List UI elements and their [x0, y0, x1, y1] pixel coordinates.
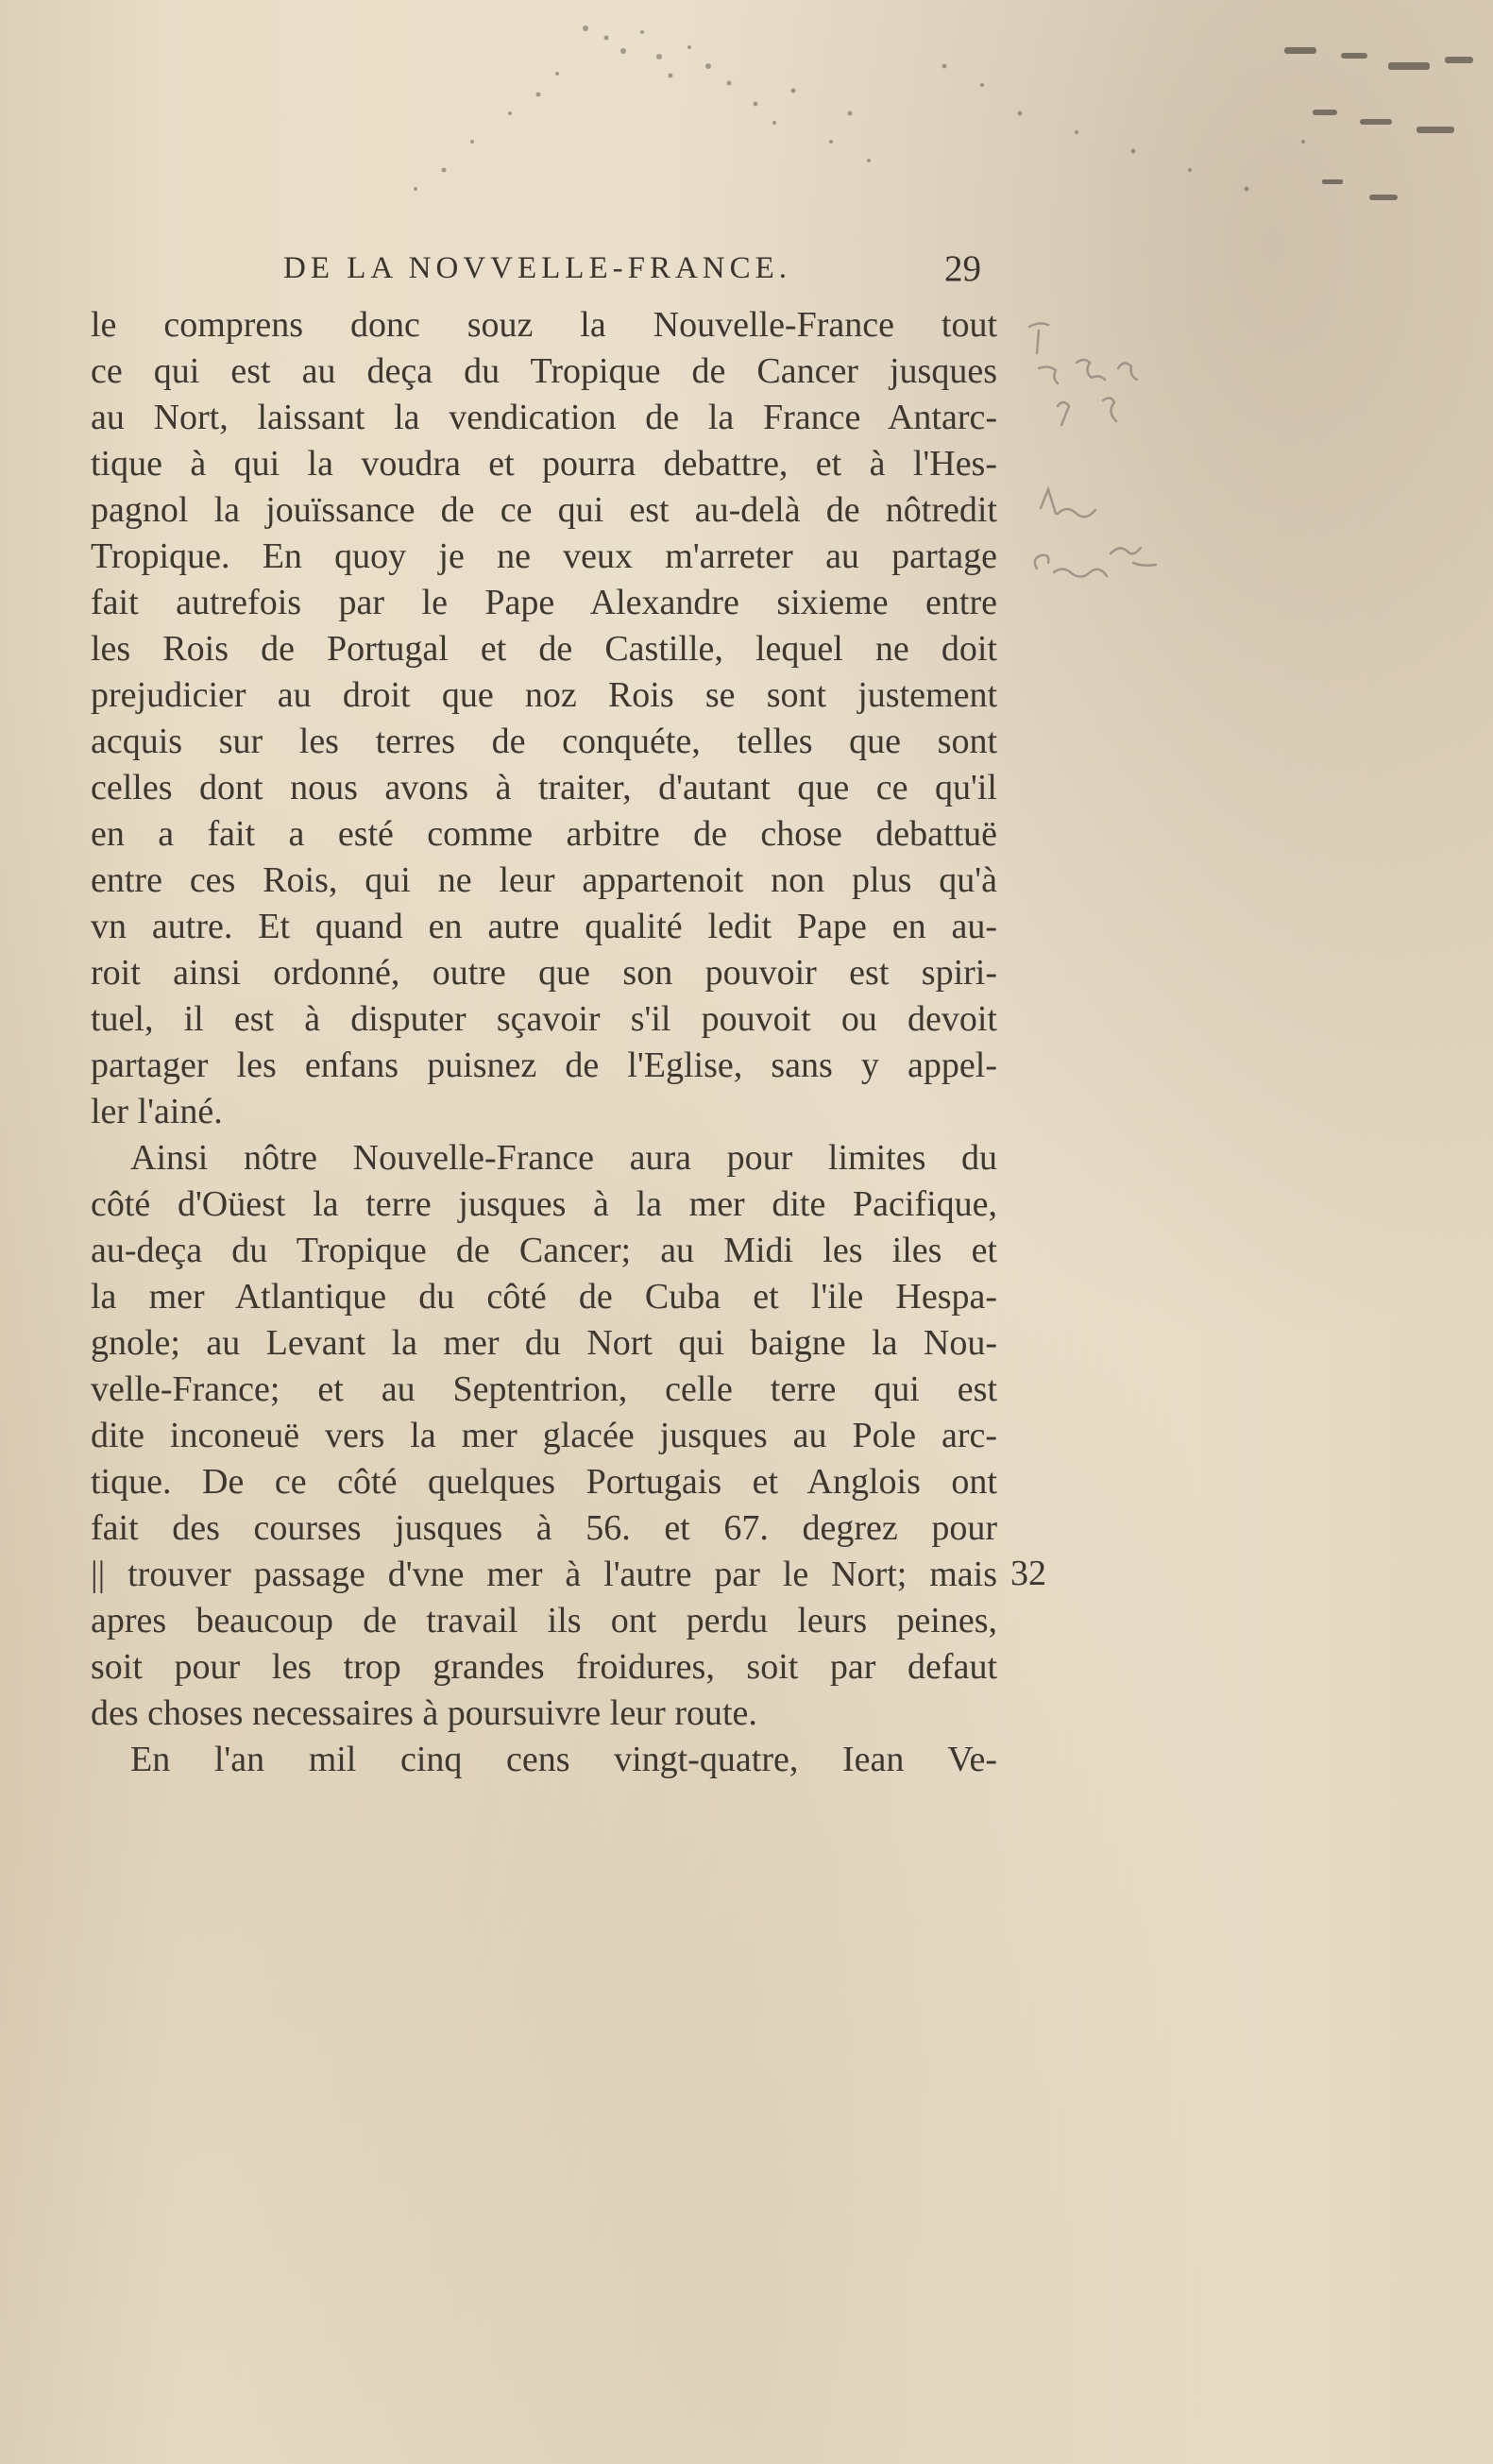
text-line: roit ainsi ordonné, outre que son pouvoir est spiri- — [91, 953, 997, 993]
body-text — [91, 302, 997, 1783]
text-line: En l'an mil cinq cens vingt-quatre, Iean Ve- — [130, 1740, 997, 1779]
text-line: le comprens donc souz la Nouvelle-France tout — [91, 305, 997, 345]
text-line: || trouver passage d'vne mer à l'autre par le Nort; mais — [91, 1555, 997, 1594]
text-line: fait des courses jusques à 56. et 67. degrez pour — [91, 1508, 997, 1548]
text-line: tique. De ce côté quelques Portugais et Anglois ont — [91, 1462, 997, 1502]
running-header — [91, 244, 997, 300]
text-line: Tropique. En quoy je ne veux m'arreter au partage — [91, 536, 997, 576]
bleed-through-specks — [359, 9, 1492, 217]
text-line: fait autrefois par le Pape Alexandre sixieme entre — [91, 583, 997, 622]
text-line: tique à qui la voudra et pourra debattre, et à l'Hes- — [91, 444, 997, 484]
running-title: DE LA NOVVELLE-FRANCE. — [283, 251, 792, 285]
text-line: ler l'ainé. — [91, 1092, 223, 1131]
text-line: les Rois de Portugal et de Castille, lequel ne doit — [91, 629, 997, 669]
text-line: prejudicier au droit que noz Rois se sont justement — [91, 675, 997, 715]
text-line: Ainsi nôtre Nouvelle-France aura pour limites du — [130, 1138, 997, 1178]
text-line: des choses necessaires à poursuivre leur route. — [91, 1693, 757, 1733]
text-line: vn autre. Et quand en autre qualité ledit Pape en au- — [91, 907, 997, 946]
text-line: velle-France; et au Septentrion, celle terre qui est — [91, 1369, 997, 1409]
text-line: gnole; au Levant la mer du Nort qui baigne la Nou- — [91, 1323, 997, 1363]
text-line: au-deça du Tropique de Cancer; au Midi les iles et — [91, 1231, 997, 1270]
text-line: apres beaucoup de travail ils ont perdu leurs peines, — [91, 1601, 997, 1640]
text-line: entre ces Rois, qui ne leur appartenoit non plus qu'à — [91, 860, 997, 900]
text-line: soit pour les trop grandes froidures, soit par defaut — [91, 1647, 997, 1687]
page-number: 29 — [944, 248, 981, 289]
text-line: acquis sur les terres de conquéte, telles que sont — [91, 722, 997, 761]
text-line: tuel, il est à disputer sçavoir s'il pouvoit ou devoit — [91, 999, 997, 1039]
pencil-marginalia — [1020, 302, 1228, 604]
text-line: dite inconeuë vers la mer glacée jusques au Pole arc- — [91, 1416, 997, 1455]
text-line: partager les enfans puisnez de l'Eglise, sans y appel- — [91, 1045, 997, 1085]
text-line: pagnol la jouïssance de ce qui est au-delà de nôtredit — [91, 490, 997, 530]
text-line: ce qui est au deça du Tropique de Cancer jusques — [91, 351, 997, 391]
margin-reference-number: 32 — [1010, 1554, 1046, 1593]
text-line: au Nort, laissant la vendication de la France Antarc- — [91, 398, 997, 437]
text-line: en a fait a esté comme arbitre de chose debattuë — [91, 814, 997, 854]
text-line: celles dont nous avons à traiter, d'autant que ce qu'il — [91, 768, 997, 807]
text-line: la mer Atlantique du côté de Cuba et l'ile Hespa- — [91, 1277, 997, 1317]
text-line: côté d'Oüest la terre jusques à la mer dite Pacifique, — [91, 1184, 997, 1224]
